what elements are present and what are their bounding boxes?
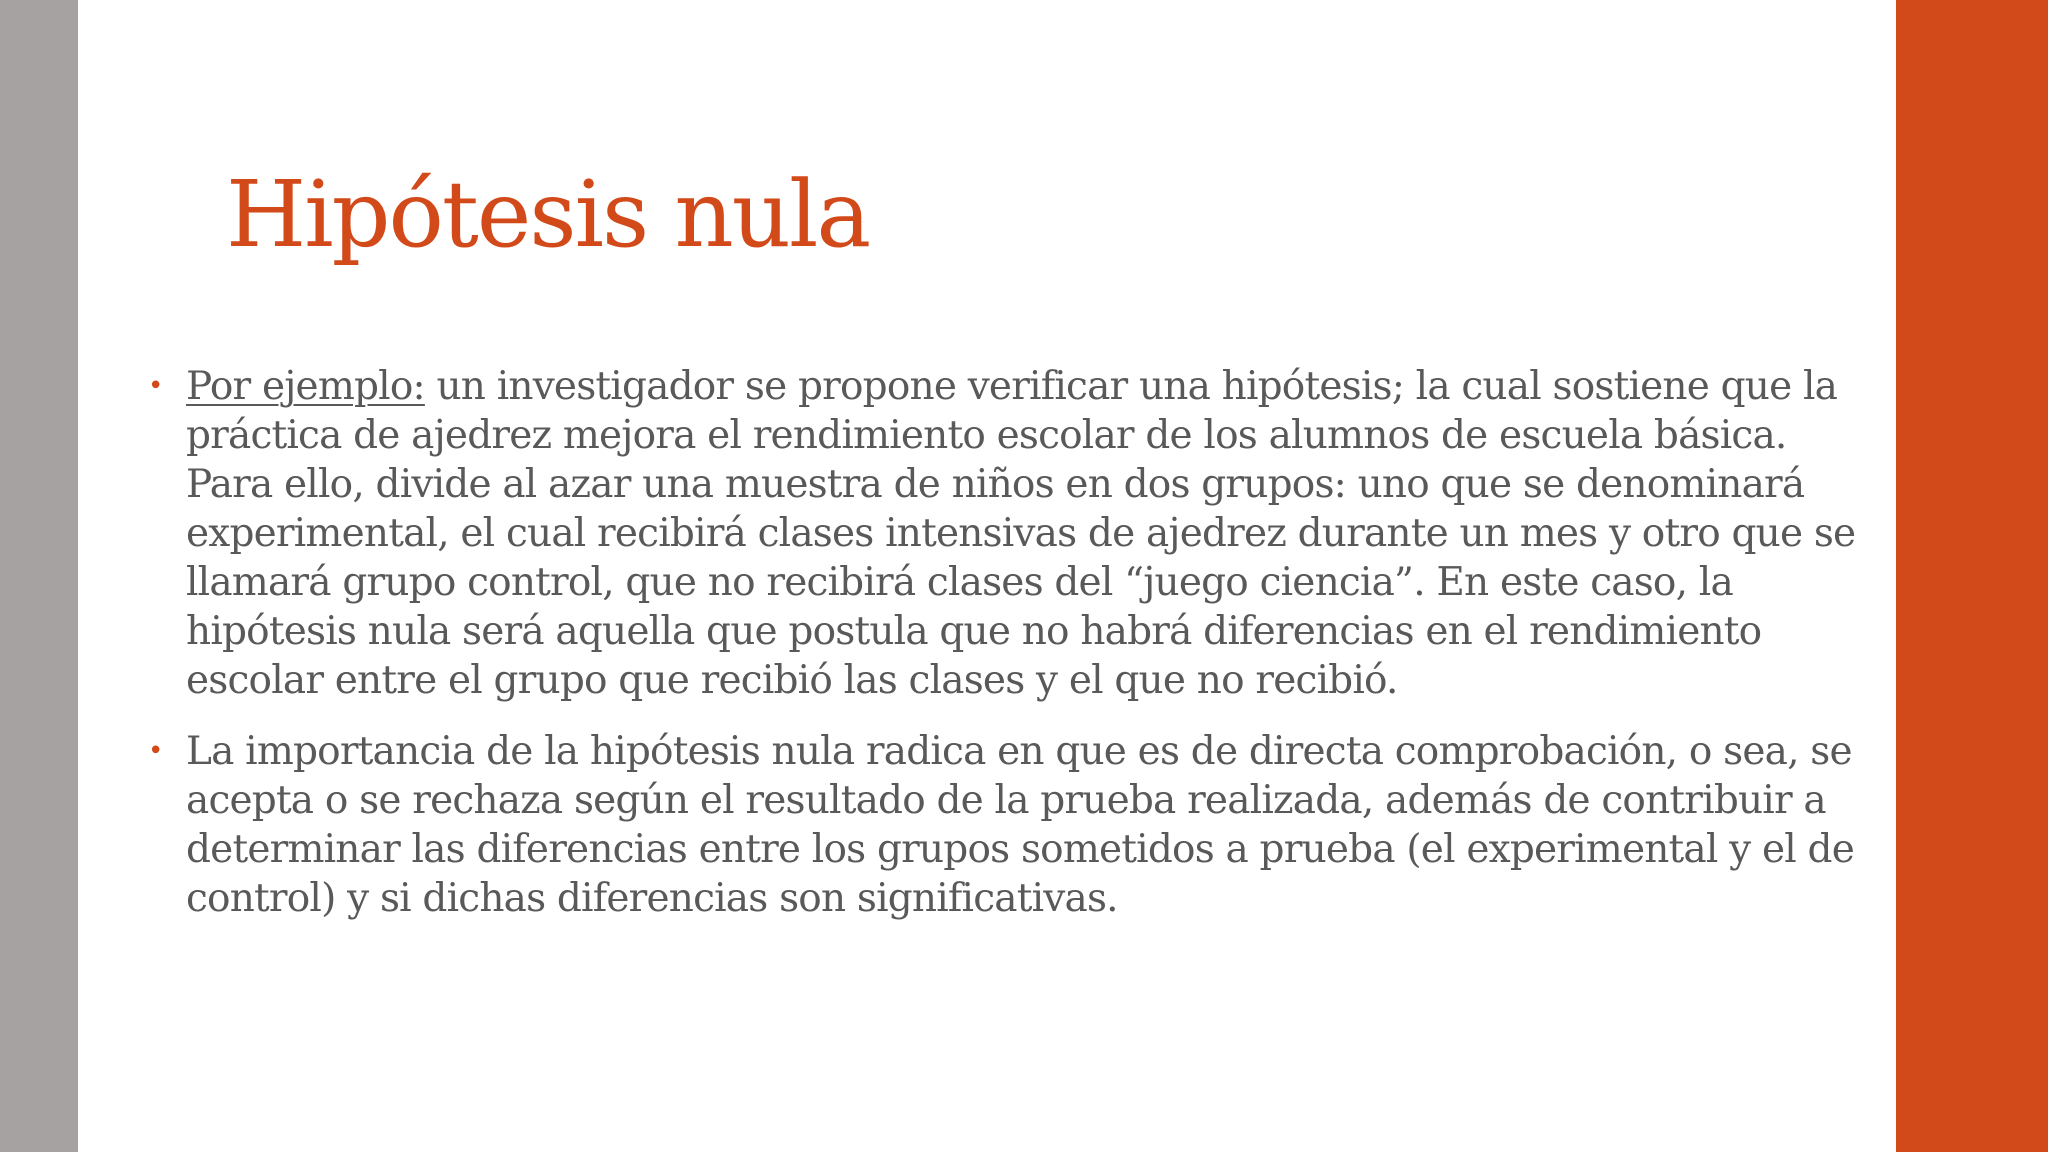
right-accent-bar: [1896, 0, 2048, 1152]
slide-title: Hipótesis nula: [226, 161, 870, 268]
bullet-item-example: [148, 362, 1860, 705]
bullet-item-importance: [148, 727, 1860, 923]
bullet-icon: •: [148, 736, 163, 766]
left-accent-bar: [0, 0, 78, 1152]
example-text: un investigador se propone verificar una hipótesis; la cual sostiene que la práctica de ajedrez mejora el rendimiento escolar de los alumnos de escuela básica. Para ello, divide al azar una muestra de niños en dos grupos: uno que se denominará experimental, el cual recibirá clases intensivas de ajedrez durante un mes y otro que se llamará grupo control, que no recibirá clases del “juego ciencia”. En este caso, la hipótesis nula será aquella que postula que no habrá diferencias en el rendimiento escolar entre el grupo que recibió las clases y el que no recibió.: [186, 364, 1856, 703]
example-lead-label: Por ejemplo:: [186, 364, 425, 409]
slide-body: [148, 362, 1860, 945]
bullet-icon: •: [148, 371, 163, 401]
importance-text: La importancia de la hipótesis nula radica en que es de directa comprobación, o sea, se acepta o se rechaza según el resultado de la prueba realizada, además de contribuir a determinar las diferencias entre los grupos sometidos a prueba (el experimental y el de control) y si dichas diferencias son significativas.: [186, 729, 1854, 921]
